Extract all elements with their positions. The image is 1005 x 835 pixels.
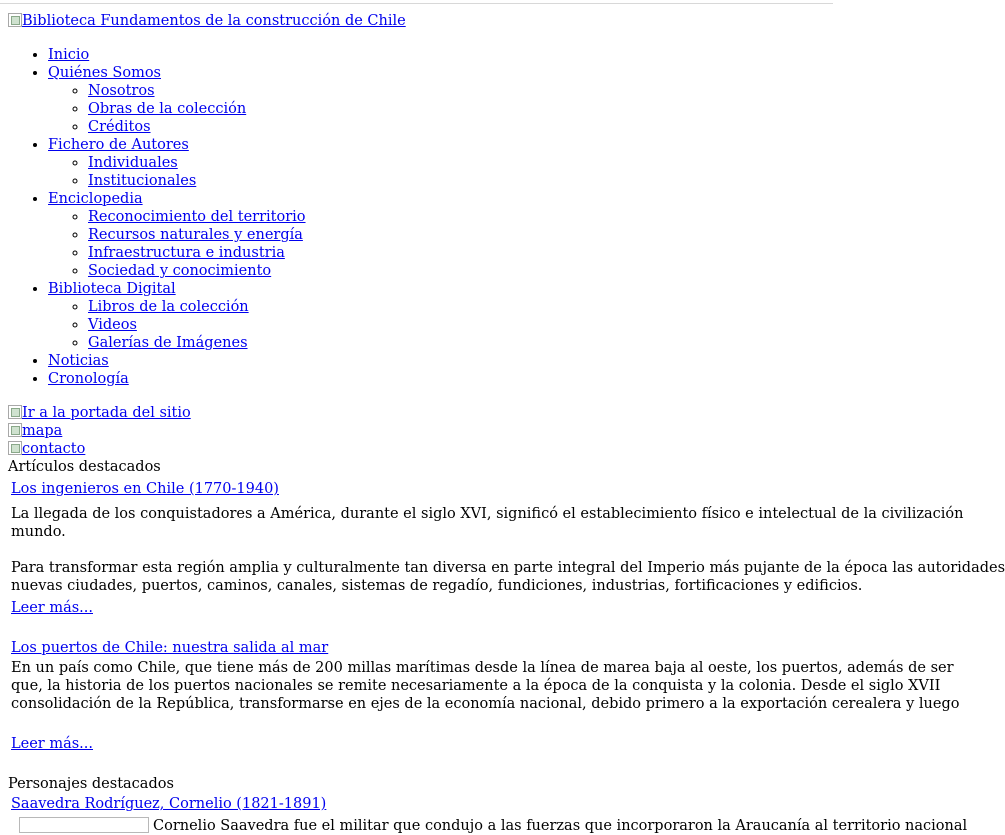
nav-subitem: [88, 316, 908, 334]
nav-link-reconocimiento[interactable]: Reconocimiento del territorio: [88, 209, 306, 225]
nav-link-recursos[interactable]: Recursos naturales y energía: [88, 227, 303, 243]
nav-subitem: [88, 244, 908, 262]
featured-person: [11, 795, 968, 835]
person-intro-text: Cornelio Saavedra fue el militar que condujo a las fuerzas que incorporaron la Araucanía al territorio nacional: [153, 818, 968, 834]
nav-subitem: [88, 208, 908, 226]
article-title-link[interactable]: Los ingenieros en Chile (1770-1940): [11, 481, 279, 497]
person-intro-row: [11, 817, 968, 835]
person-thumbnail-image: [19, 817, 149, 833]
nav-item-inicio: [48, 46, 908, 64]
map-link-alt-text: mapa: [22, 423, 63, 439]
article-paragraph-line: nuevas ciudades, puertos, caminos, canales, sistemas de regadío, fundiciones, industrias, fortificaciones y edificios.: [11, 578, 863, 594]
submenu-quienes-somos: [48, 82, 908, 136]
home-link-alt-text: Ir a la portada del sitio: [22, 405, 191, 421]
contact-link-row: [8, 440, 908, 458]
nav-link-infraestructura[interactable]: Infraestructura e industria: [88, 245, 285, 261]
featured-article: [11, 639, 960, 753]
nav-link-quienes-somos[interactable]: Quiénes Somos: [48, 65, 161, 81]
read-more-row: [11, 599, 908, 617]
nav-link-fichero-autores[interactable]: Fichero de Autores: [48, 137, 189, 153]
article-paragraph-line: consolidación de la República, transformarse en ejes de la economía nacional, debido primero a la exportación cerealera y luego: [11, 696, 960, 712]
broken-image-icon: [8, 13, 22, 27]
featured-articles-heading: Artículos destacados: [8, 459, 161, 475]
nav-link-obras[interactable]: Obras de la colección: [88, 101, 247, 117]
contact-link[interactable]: [8, 441, 85, 457]
featured-article: [11, 480, 1005, 617]
article-title-row: [11, 480, 908, 498]
nav-subitem: [88, 118, 908, 136]
map-icon: [8, 423, 22, 437]
site-logo-alt-text: Biblioteca Fundamentos de la construcción de Chile: [22, 13, 406, 29]
read-more-link[interactable]: Leer más...: [11, 600, 93, 616]
contact-icon: [8, 441, 22, 455]
nav-item-noticias: [48, 352, 908, 370]
nav-item-quienes-somos: [48, 64, 908, 136]
main-navigation: [8, 46, 908, 388]
nav-subitem: [88, 334, 908, 352]
nav-link-galerias[interactable]: Galerías de Imágenes: [88, 335, 248, 351]
contact-link-alt-text: contacto: [22, 441, 86, 457]
nav-link-biblioteca-digital[interactable]: Biblioteca Digital: [48, 281, 176, 297]
nav-subitem: [88, 262, 908, 280]
nav-link-noticias[interactable]: Noticias: [48, 353, 109, 369]
nav-link-creditos[interactable]: Créditos: [88, 119, 151, 135]
home-icon: [8, 405, 22, 419]
nav-subitem: [88, 82, 908, 100]
nav-link-enciclopedia[interactable]: Enciclopedia: [48, 191, 143, 207]
map-link-row: [8, 422, 908, 440]
nav-link-videos[interactable]: Videos: [88, 317, 137, 333]
article-paragraph-line: La llegada de los conquistadores a América, durante el siglo XVI, significó el establecimiento físico e intelectual de la civilización: [11, 506, 964, 522]
nav-link-individuales[interactable]: Individuales: [88, 155, 178, 171]
article-separator: [8, 617, 908, 635]
submenu-enciclopedia: [48, 208, 908, 280]
page: [8, 12, 1005, 835]
section-separator: [8, 753, 908, 771]
nav-link-libros[interactable]: Libros de la colección: [88, 299, 249, 315]
nav-item-cronologia: [48, 370, 908, 388]
nav-link-nosotros[interactable]: Nosotros: [88, 83, 155, 99]
person-name-link[interactable]: Saavedra Rodríguez, Cornelio (1821-1891): [11, 796, 327, 812]
article-paragraph-line: Para transformar esta región amplia y culturalmente tan diversa en parte integral del Imperio más pujante de la época las autoridades: [11, 560, 1005, 576]
featured-people-heading: Personajes destacados: [8, 776, 174, 792]
nav-link-sociedad[interactable]: Sociedad y conocimiento: [88, 263, 272, 279]
article-paragraph-line: En un país como Chile, que tiene más de 200 millas marítimas desde la línea de marea baja al oeste, los puertos, además de ser: [11, 660, 954, 676]
home-link[interactable]: [8, 405, 191, 421]
home-link-row: [8, 404, 908, 422]
nav-link-cronologia[interactable]: Cronología: [48, 371, 129, 387]
nav-subitem: [88, 172, 908, 190]
person-title-row: [11, 795, 908, 813]
read-more-row: [11, 735, 908, 753]
site-logo-row: [8, 12, 908, 30]
nav-subitem: [88, 298, 908, 316]
nav-link-institucionales[interactable]: Institucionales: [88, 173, 197, 189]
site-logo-link[interactable]: [8, 13, 406, 29]
paragraph-gap: [11, 713, 908, 731]
nav-subitem: [88, 226, 908, 244]
submenu-fichero-autores: [48, 154, 908, 190]
map-link[interactable]: [8, 423, 62, 439]
article-title-link[interactable]: Los puertos de Chile: nuestra salida al mar: [11, 640, 329, 656]
top-border: [0, 3, 833, 4]
paragraph-gap: [11, 541, 908, 559]
nav-item-biblioteca-digital: [48, 280, 908, 352]
nav-item-enciclopedia: [48, 190, 908, 280]
article-paragraph-line: mundo.: [11, 524, 66, 540]
nav-item-fichero-autores: [48, 136, 908, 190]
nav-subitem: [88, 154, 908, 172]
nav-subitem: [88, 100, 908, 118]
article-paragraph-line: que, la historia de los puertos nacionales se remite necesariamente a la época de la conquista y la colonia. Desde el siglo XVII: [11, 678, 941, 694]
read-more-link[interactable]: Leer más...: [11, 736, 93, 752]
nav-link-inicio[interactable]: Inicio: [48, 47, 90, 63]
submenu-biblioteca-digital: [48, 298, 908, 352]
article-title-row: [11, 639, 908, 657]
